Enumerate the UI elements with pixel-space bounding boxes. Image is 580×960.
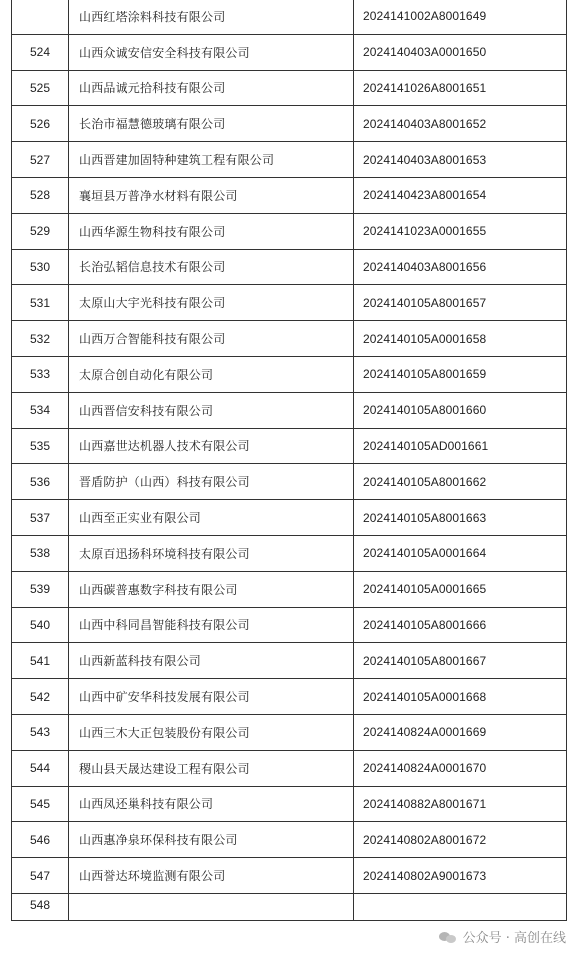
company-name: 山西至正实业有限公司 (69, 500, 354, 536)
table-row (12, 535, 567, 571)
table-row (12, 714, 567, 750)
table-row (12, 285, 567, 321)
registration-code: 2024140105A0001665 (354, 571, 567, 607)
row-number: 545 (12, 786, 69, 822)
company-name: 长治市福慧德玻璃有限公司 (69, 106, 354, 142)
registration-code: 2024140403A8001652 (354, 106, 567, 142)
table-row (12, 822, 567, 858)
row-number: 539 (12, 571, 69, 607)
row-number: 540 (12, 607, 69, 643)
company-name: 长治弘韬信息技术有限公司 (69, 249, 354, 285)
registration-code: 2024140105A0001668 (354, 679, 567, 715)
registration-code (354, 893, 567, 920)
row-number: 547 (12, 858, 69, 894)
row-number: 537 (12, 500, 69, 536)
company-name: 山西品诚元拾科技有限公司 (69, 70, 354, 106)
company-name: 稷山县天晟达建设工程有限公司 (69, 750, 354, 786)
registry-table-body (12, 0, 567, 920)
row-number: 524 (12, 34, 69, 70)
table-row (12, 249, 567, 285)
row-number (12, 0, 69, 34)
table-row (12, 70, 567, 106)
watermark-text: 公众号 · 高创在线 (462, 931, 566, 946)
company-name: 太原山大宇光科技有限公司 (69, 285, 354, 321)
registration-code: 2024140105A8001660 (354, 392, 567, 428)
company-name: 山西众诚安信安全科技有限公司 (69, 34, 354, 70)
company-name: 山西誉达环境监测有限公司 (69, 858, 354, 894)
company-name: 襄垣县万普净水材料有限公司 (69, 177, 354, 213)
table-row (12, 213, 567, 249)
registration-code: 2024141023A0001655 (354, 213, 567, 249)
company-name: 山西红塔涂料科技有限公司 (69, 0, 354, 34)
row-number: 534 (12, 392, 69, 428)
table-row (12, 177, 567, 213)
company-name: 山西碳普惠数字科技有限公司 (69, 571, 354, 607)
company-name: 山西华源生物科技有限公司 (69, 213, 354, 249)
registration-code: 2024140403A8001656 (354, 249, 567, 285)
company-name: 山西中矿安华科技发展有限公司 (69, 679, 354, 715)
company-name: 太原百迅扬科环境科技有限公司 (69, 535, 354, 571)
row-number: 535 (12, 428, 69, 464)
table-row (12, 643, 567, 679)
company-name: 山西中科同昌智能科技有限公司 (69, 607, 354, 643)
row-number: 538 (12, 535, 69, 571)
table-row (12, 893, 567, 920)
company-name: 山西万合智能科技有限公司 (69, 321, 354, 357)
table-row (12, 464, 567, 500)
row-number: 533 (12, 356, 69, 392)
row-number: 541 (12, 643, 69, 679)
table-row (12, 858, 567, 894)
registration-code: 2024140105A0001664 (354, 535, 567, 571)
company-name: 山西嘉世达机器人技术有限公司 (69, 428, 354, 464)
registration-code: 2024140105A8001662 (354, 464, 567, 500)
row-number: 527 (12, 142, 69, 178)
registration-code: 2024140423A8001654 (354, 177, 567, 213)
row-number: 530 (12, 249, 69, 285)
row-number: 525 (12, 70, 69, 106)
table-row (12, 571, 567, 607)
registration-code: 2024140403A0001650 (354, 34, 567, 70)
table-row (12, 607, 567, 643)
row-number: 526 (12, 106, 69, 142)
table-row (12, 500, 567, 536)
wechat-icon (439, 930, 457, 944)
company-name: 山西晋建加固特种建筑工程有限公司 (69, 142, 354, 178)
registration-code: 2024140403A8001653 (354, 142, 567, 178)
table-row (12, 356, 567, 392)
company-name: 山西凤还巢科技有限公司 (69, 786, 354, 822)
row-number: 544 (12, 750, 69, 786)
table-row (12, 0, 567, 34)
row-number: 529 (12, 213, 69, 249)
registration-code: 2024140802A8001672 (354, 822, 567, 858)
company-name: 晋盾防护（山西）科技有限公司 (69, 464, 354, 500)
row-number: 532 (12, 321, 69, 357)
company-name: 山西新蓝科技有限公司 (69, 643, 354, 679)
table-row (12, 142, 567, 178)
table-row (12, 106, 567, 142)
registry-table (11, 0, 567, 921)
table-row (12, 786, 567, 822)
row-number: 546 (12, 822, 69, 858)
row-number: 548 (12, 893, 69, 920)
row-number: 542 (12, 679, 69, 715)
table-row (12, 392, 567, 428)
company-name: 山西三木大正包装股份有限公司 (69, 714, 354, 750)
registration-code: 2024140105A0001658 (354, 321, 567, 357)
registration-code: 2024141002A8001649 (354, 0, 567, 34)
table-row (12, 34, 567, 70)
registration-code: 2024140802A9001673 (354, 858, 567, 894)
registration-code: 2024140105A8001663 (354, 500, 567, 536)
table-row (12, 750, 567, 786)
company-name: 山西晋信安科技有限公司 (69, 392, 354, 428)
registration-code: 2024140105A8001659 (354, 356, 567, 392)
registration-code: 2024140105A8001657 (354, 285, 567, 321)
registration-code: 2024140824A0001669 (354, 714, 567, 750)
table-row (12, 679, 567, 715)
registration-code: 2024140105A8001666 (354, 607, 567, 643)
registration-code: 2024140105A8001667 (354, 643, 567, 679)
registration-code: 2024140105AD001661 (354, 428, 567, 464)
row-number: 528 (12, 177, 69, 213)
table-row (12, 321, 567, 357)
row-number: 536 (12, 464, 69, 500)
table-row (12, 428, 567, 464)
registration-code: 2024141026A8001651 (354, 70, 567, 106)
row-number: 543 (12, 714, 69, 750)
registration-code: 2024140882A8001671 (354, 786, 567, 822)
registration-code: 2024140824A0001670 (354, 750, 567, 786)
company-name: 山西惠净泉环保科技有限公司 (69, 822, 354, 858)
watermark (439, 927, 566, 946)
row-number: 531 (12, 285, 69, 321)
company-name (69, 893, 354, 920)
company-name: 太原合创自动化有限公司 (69, 356, 354, 392)
